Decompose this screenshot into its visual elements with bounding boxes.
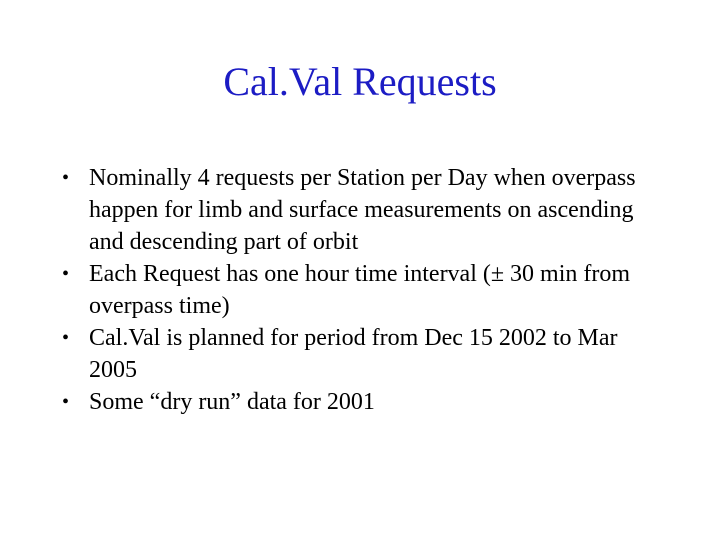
bullet-item — [62, 322, 646, 386]
bullet-text: Nominally 4 requests per Station per Day when overpass happen for limb and surface measurements on ascending and descending part of orbit — [89, 165, 636, 255]
bullet-list — [62, 162, 646, 418]
bullet-text: Some “dry run” data for 2001 — [89, 389, 375, 415]
bullet-icon: • — [62, 391, 70, 413]
bullet-text: Cal.Val is planned for period from Dec 15 2002 to Mar 2005 — [89, 325, 618, 383]
bullet-text: Each Request has one hour time interval (± 30 min from overpass time) — [89, 261, 631, 319]
bullet-icon: • — [62, 167, 70, 189]
slide-title: Cal.Val Requests — [223, 59, 497, 104]
bullet-item — [62, 162, 646, 258]
bullet-item — [62, 258, 646, 322]
bullet-icon: • — [62, 327, 70, 349]
bullet-icon: • — [62, 263, 70, 285]
bullet-item — [62, 386, 646, 418]
